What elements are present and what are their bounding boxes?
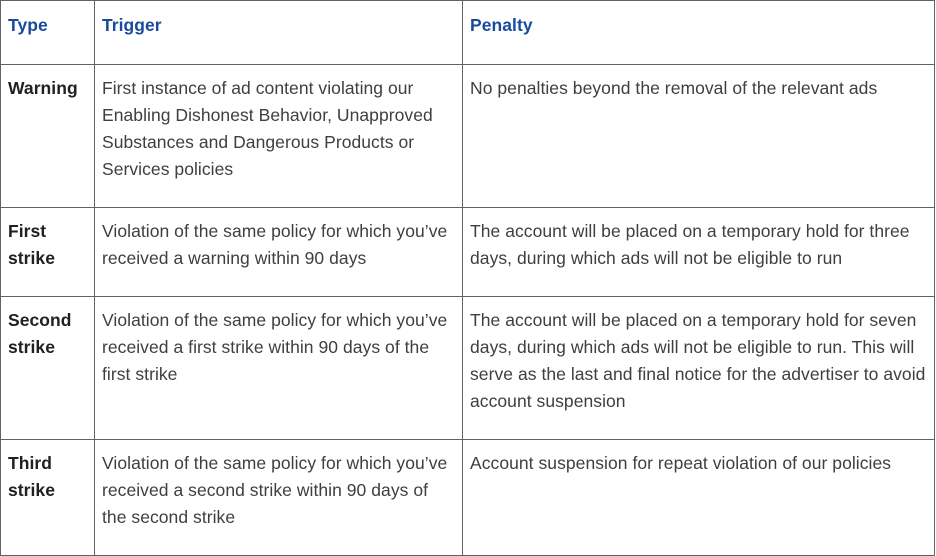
type-cell: First strike xyxy=(1,208,95,297)
penalty-cell: The account will be placed on a temporary hold for seven days, during which ads will not be eligible to run. This will serve as the last and final notice for the advertiser to avoid account suspension xyxy=(463,297,935,440)
type-cell: Warning xyxy=(1,65,95,208)
trigger-cell: Violation of the same policy for which you’ve received a first strike within 90 days of the first strike xyxy=(95,297,463,440)
trigger-cell: First instance of ad content violating our Enabling Dishonest Behavior, Unapproved Substances and Dangerous Products or Services policies xyxy=(95,65,463,208)
table-header-row xyxy=(1,1,935,65)
penalty-cell: No penalties beyond the removal of the relevant ads xyxy=(463,65,935,208)
trigger-cell: Violation of the same policy for which you’ve received a warning within 90 days xyxy=(95,208,463,297)
table-row-first-strike xyxy=(1,208,935,297)
trigger-cell: Violation of the same policy for which you’ve received a second strike within 90 days of the second strike xyxy=(95,440,463,556)
header-penalty: Penalty xyxy=(463,1,935,65)
header-type: Type xyxy=(1,1,95,65)
penalty-cell: Account suspension for repeat violation of our policies xyxy=(463,440,935,556)
table-row-second-strike xyxy=(1,297,935,440)
table-row-third-strike xyxy=(1,440,935,556)
type-cell: Second strike xyxy=(1,297,95,440)
header-trigger: Trigger xyxy=(95,1,463,65)
penalty-cell: The account will be placed on a temporary hold for three days, during which ads will not be eligible to run xyxy=(463,208,935,297)
table-row-warning xyxy=(1,65,935,208)
type-cell: Third strike xyxy=(1,440,95,556)
